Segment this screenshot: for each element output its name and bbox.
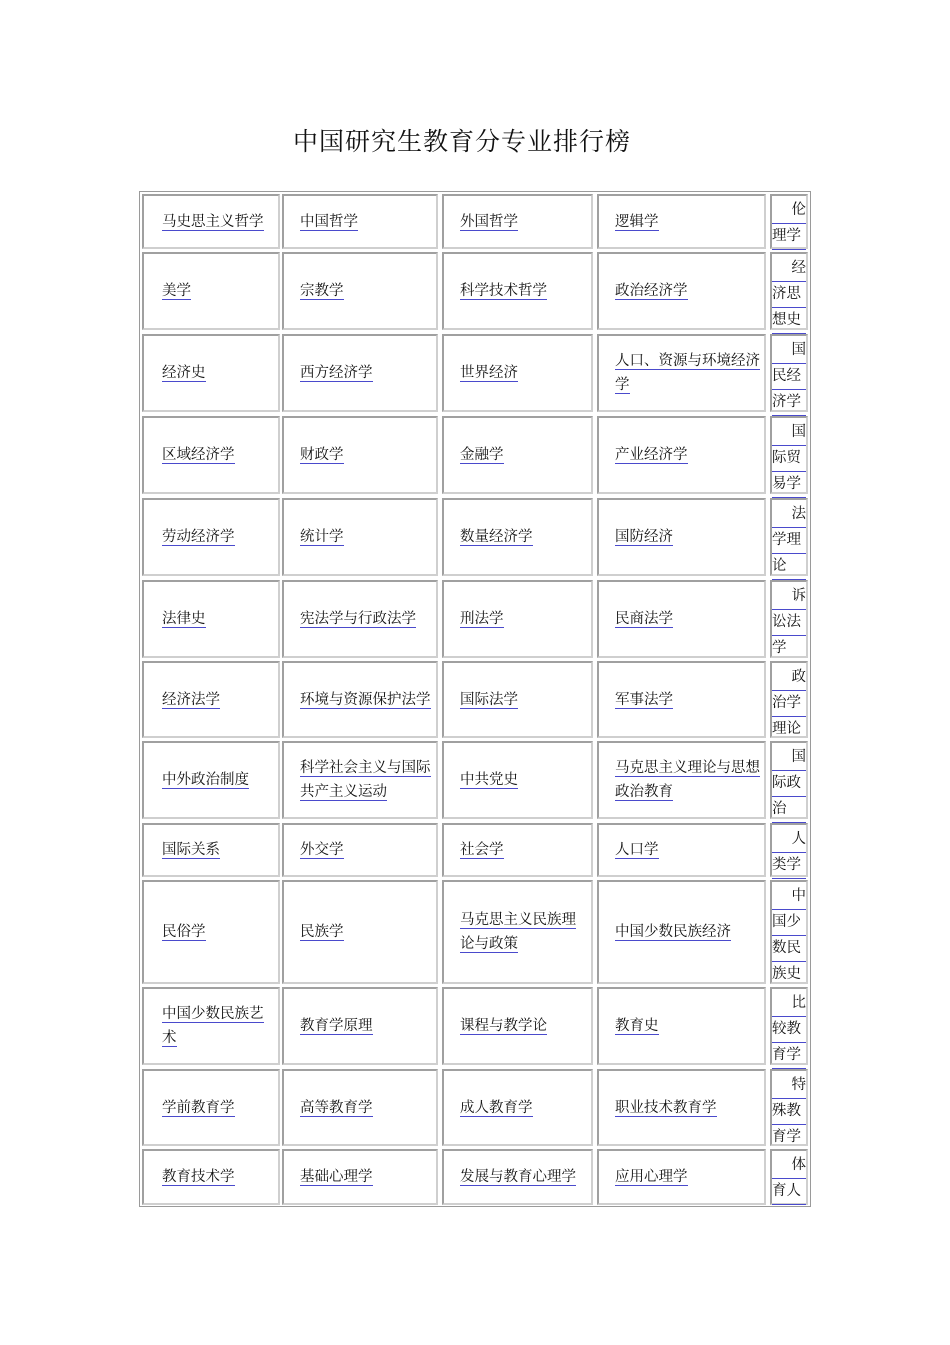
table-cell xyxy=(142,741,280,819)
table-cell xyxy=(442,987,593,1065)
major-link-line[interactable]: 育人 xyxy=(772,1179,806,1205)
table-cell xyxy=(770,194,808,249)
table-cell xyxy=(770,1149,808,1205)
major-link-line[interactable]: 论 xyxy=(772,554,806,580)
major-link-line[interactable]: 特 xyxy=(772,1073,806,1099)
major-link[interactable] xyxy=(772,338,806,416)
table-cell xyxy=(770,823,808,877)
table-cell xyxy=(770,880,808,984)
table-cell xyxy=(597,823,766,877)
table-cell xyxy=(770,1069,808,1146)
major-link-line[interactable]: 族史 xyxy=(772,962,806,988)
major-link-line[interactable]: 际贸 xyxy=(772,446,806,472)
major-link-line[interactable]: 人 xyxy=(772,827,806,853)
major-link[interactable]: 世界经济 xyxy=(460,365,518,381)
table-cell xyxy=(770,987,808,1065)
table-cell xyxy=(142,661,280,738)
table-cell xyxy=(770,252,808,330)
major-link[interactable]: 民商法学 xyxy=(615,611,673,627)
table-cell xyxy=(442,580,593,658)
major-link-line[interactable]: 学理 xyxy=(772,528,806,554)
major-link[interactable]: 民俗学 xyxy=(162,924,206,940)
table-cell xyxy=(770,661,808,738)
major-link-line[interactable]: 比 xyxy=(772,991,806,1017)
major-link-line[interactable]: 诉 xyxy=(772,584,806,610)
major-link[interactable]: 基础心理学 xyxy=(300,1169,373,1185)
major-link[interactable]: 科学社会主义与国际共产主义运动 xyxy=(300,760,431,800)
major-link-line[interactable]: 法 xyxy=(772,502,806,528)
table-cell xyxy=(597,416,766,494)
major-link[interactable]: 民族学 xyxy=(300,924,344,940)
table-cell xyxy=(770,580,808,658)
major-link[interactable]: 成人教育学 xyxy=(460,1099,533,1116)
major-link-line[interactable]: 较教 xyxy=(772,1017,806,1043)
table-cell xyxy=(282,661,438,738)
major-link[interactable]: 中国少数民族艺术 xyxy=(162,1006,264,1046)
table-cell xyxy=(597,741,766,819)
major-link[interactable]: 社会学 xyxy=(460,842,504,858)
major-link-line[interactable]: 易学 xyxy=(772,472,806,498)
major-link-line[interactable]: 想史 xyxy=(772,308,806,334)
table-cell xyxy=(442,1069,593,1146)
major-link-line[interactable]: 类学 xyxy=(772,853,806,879)
major-link[interactable]: 科学技术哲学 xyxy=(460,283,547,299)
major-link-line[interactable]: 国 xyxy=(772,745,806,771)
table-cell xyxy=(597,252,766,330)
table-cell xyxy=(597,987,766,1065)
major-link-line[interactable]: 济思 xyxy=(772,282,806,308)
major-link[interactable] xyxy=(772,991,806,1069)
table-cell xyxy=(442,252,593,330)
major-link[interactable]: 发展与教育心理学 xyxy=(460,1169,576,1185)
table-cell xyxy=(282,880,438,984)
major-link[interactable]: 劳动经济学 xyxy=(162,529,235,545)
table-cell xyxy=(597,334,766,412)
major-link[interactable]: 逻辑学 xyxy=(615,213,659,230)
major-link[interactable]: 中国哲学 xyxy=(300,213,358,230)
table-cell xyxy=(142,987,280,1065)
page-title: 中国研究生教育分专业排行榜 xyxy=(292,127,631,156)
major-link[interactable]: 宗教学 xyxy=(300,283,344,299)
major-link[interactable]: 中外政治制度 xyxy=(162,772,249,788)
major-link[interactable] xyxy=(772,420,806,498)
major-link-line[interactable]: 理论 xyxy=(772,717,806,743)
table-cell xyxy=(142,880,280,984)
major-link[interactable]: 马克思主义民族理论与政策 xyxy=(460,912,576,952)
major-link[interactable]: 中国少数民族经济 xyxy=(615,924,731,940)
major-link-line[interactable]: 殊教 xyxy=(772,1099,806,1125)
major-link[interactable] xyxy=(772,502,806,580)
major-link-line[interactable]: 伦 xyxy=(772,198,806,224)
major-link[interactable]: 经济法学 xyxy=(162,691,220,708)
major-link-line[interactable]: 经 xyxy=(772,256,806,282)
table-cell xyxy=(442,880,593,984)
major-link[interactable]: 法律史 xyxy=(162,611,206,627)
table-cell xyxy=(142,580,280,658)
major-link[interactable]: 人口学 xyxy=(615,842,659,858)
table-cell xyxy=(282,498,438,576)
major-link-line[interactable]: 中 xyxy=(772,884,806,910)
table-cell xyxy=(282,334,438,412)
major-ranking-table xyxy=(139,191,811,1207)
major-link[interactable]: 中共党史 xyxy=(460,772,518,788)
table-cell xyxy=(142,1149,280,1205)
major-link[interactable]: 应用心理学 xyxy=(615,1169,688,1185)
table-cell xyxy=(597,194,766,249)
table-cell xyxy=(282,252,438,330)
major-link-line[interactable]: 育学 xyxy=(772,1043,806,1069)
major-link[interactable]: 产业经济学 xyxy=(615,447,688,463)
major-link[interactable]: 教育学原理 xyxy=(300,1018,373,1034)
major-link[interactable] xyxy=(772,827,806,879)
major-link-line[interactable]: 际政 xyxy=(772,771,806,797)
table-cell xyxy=(597,1149,766,1205)
table-cell xyxy=(142,194,280,249)
major-link[interactable]: 人口、资源与环境经济学 xyxy=(615,353,760,393)
table-cell xyxy=(442,823,593,877)
table-cell xyxy=(770,416,808,494)
table-cell xyxy=(142,823,280,877)
major-link-line[interactable]: 治 xyxy=(772,797,806,823)
major-link[interactable]: 外交学 xyxy=(300,842,344,858)
major-link[interactable]: 职业技术教育学 xyxy=(615,1099,717,1116)
table-cell xyxy=(597,1069,766,1146)
major-link-line[interactable]: 政 xyxy=(772,665,806,691)
table-cell xyxy=(142,416,280,494)
table-cell xyxy=(770,741,808,819)
major-link[interactable]: 国际法学 xyxy=(460,691,518,708)
major-link[interactable]: 马史思主义哲学 xyxy=(162,213,264,230)
major-link[interactable]: 环境与资源保护法学 xyxy=(300,691,431,708)
major-link-line[interactable]: 数民 xyxy=(772,936,806,962)
major-link[interactable]: 政治经济学 xyxy=(615,283,688,299)
major-link-line[interactable]: 国 xyxy=(772,420,806,446)
table-cell xyxy=(442,1149,593,1205)
major-link[interactable] xyxy=(772,256,806,334)
major-link[interactable] xyxy=(772,1073,806,1151)
table-cell xyxy=(142,1069,280,1146)
table-cell xyxy=(597,661,766,738)
table-cell xyxy=(282,823,438,877)
table-cell xyxy=(142,252,280,330)
table-cell xyxy=(442,498,593,576)
major-link[interactable]: 刑法学 xyxy=(460,611,504,627)
major-link-line[interactable]: 理学 xyxy=(772,224,806,250)
table-cell xyxy=(442,416,593,494)
major-link-line[interactable]: 济学 xyxy=(772,390,806,416)
major-link[interactable]: 区域经济学 xyxy=(162,447,235,463)
table-cell xyxy=(442,334,593,412)
major-link[interactable]: 美学 xyxy=(162,283,191,299)
major-link[interactable]: 课程与教学论 xyxy=(460,1018,547,1034)
table-cell xyxy=(770,334,808,412)
table-cell xyxy=(282,194,438,249)
major-link[interactable]: 教育史 xyxy=(615,1018,659,1034)
major-link[interactable] xyxy=(772,584,806,662)
table-cell xyxy=(597,880,766,984)
major-link[interactable]: 数量经济学 xyxy=(460,529,533,545)
table-cell xyxy=(142,334,280,412)
major-link[interactable]: 教育技术学 xyxy=(162,1169,235,1185)
table-cell xyxy=(770,498,808,576)
major-link[interactable] xyxy=(772,1153,806,1205)
table-cell xyxy=(442,661,593,738)
major-link[interactable]: 外国哲学 xyxy=(460,213,518,230)
table-cell xyxy=(282,741,438,819)
major-link-line[interactable]: 讼法 xyxy=(772,610,806,636)
major-link[interactable]: 西方经济学 xyxy=(300,365,373,381)
major-link[interactable]: 国防经济 xyxy=(615,529,673,545)
table-cell xyxy=(282,580,438,658)
major-link[interactable]: 高等教育学 xyxy=(300,1099,373,1116)
major-link-line[interactable]: 治学 xyxy=(772,691,806,717)
major-link[interactable] xyxy=(772,665,806,743)
table-cell xyxy=(282,987,438,1065)
major-link-line[interactable]: 体 xyxy=(772,1153,806,1179)
major-link-line[interactable]: 国 xyxy=(772,338,806,364)
major-link-line[interactable]: 学 xyxy=(772,636,806,662)
major-link-line[interactable]: 民经 xyxy=(772,364,806,390)
major-link[interactable]: 金融学 xyxy=(460,447,504,463)
major-link[interactable]: 国际关系 xyxy=(162,842,220,858)
table-cell xyxy=(142,498,280,576)
table-cell xyxy=(442,194,593,249)
table-cell xyxy=(597,580,766,658)
major-link[interactable]: 马克思主义理论与思想政治教育 xyxy=(615,760,760,800)
major-link[interactable]: 统计学 xyxy=(300,529,344,545)
table-cell xyxy=(442,741,593,819)
major-link-line[interactable]: 育学 xyxy=(772,1125,806,1151)
major-link[interactable]: 军事法学 xyxy=(615,691,673,708)
major-link[interactable] xyxy=(772,745,806,823)
major-link-line[interactable]: 国少 xyxy=(772,910,806,936)
table-cell xyxy=(597,498,766,576)
table-cell xyxy=(282,416,438,494)
major-link[interactable]: 财政学 xyxy=(300,447,344,463)
major-link[interactable]: 学前教育学 xyxy=(162,1099,235,1116)
table-cell xyxy=(282,1069,438,1146)
major-link[interactable] xyxy=(772,884,806,988)
major-link[interactable]: 宪法学与行政法学 xyxy=(300,611,416,627)
major-link[interactable]: 经济史 xyxy=(162,365,206,381)
major-link[interactable] xyxy=(772,198,806,250)
table-cell xyxy=(282,1149,438,1205)
